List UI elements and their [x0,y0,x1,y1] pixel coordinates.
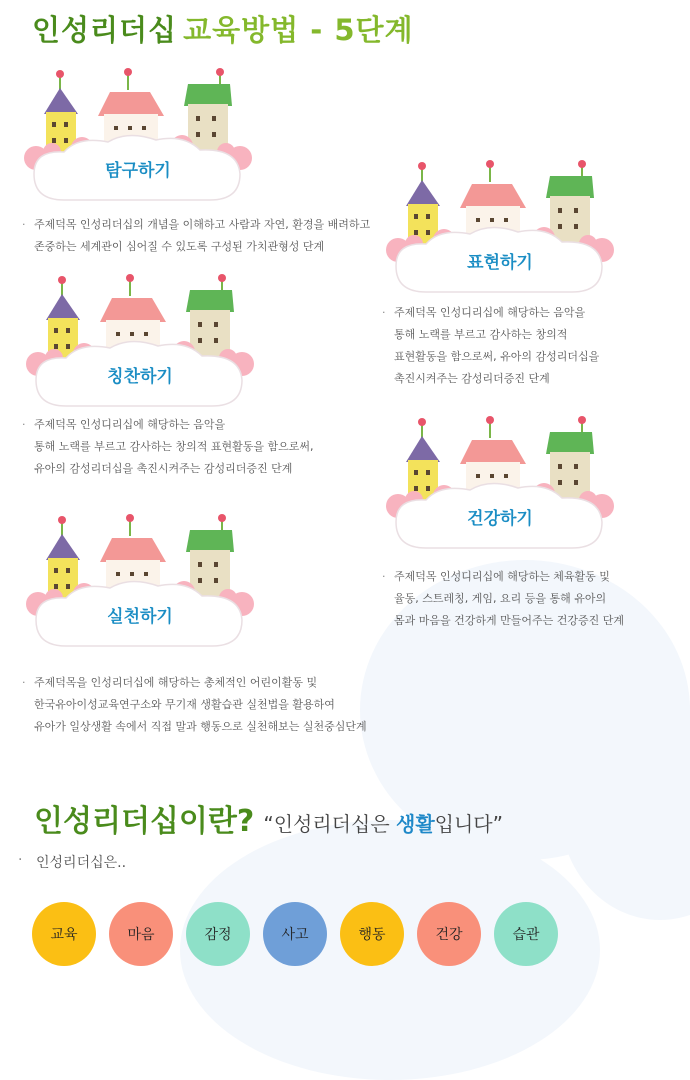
houses-illustration [20,272,260,417]
step-card-express [380,158,620,303]
description-line: 주제덕목을 인성리더십에 해당하는 총체적인 어린이활동 및 [34,676,318,689]
description-line: 율동, 스트레칭, 게임, 요리 등을 통해 유아의 [394,592,607,605]
description-line: 유아가 일상생활 속에서 직접 말과 행동으로 실천해보는 실천중심단계 [34,720,367,733]
keyword-circle: 감정 [186,902,250,966]
description-line: 몸과 마음을 건강하게 만들어주는 건강증진 단계 [394,614,625,627]
description-line: 주제덕목 인성디리십에 해당하는 음악을 [394,306,586,319]
keyword-circles [32,902,558,966]
section-intro [18,852,127,872]
section-quote [263,812,503,836]
page-title [32,8,414,49]
keyword-circle: 행동 [340,902,404,966]
houses-illustration [20,512,260,657]
description-line: 유아의 감성리더십을 촉진시켜주는 감성리더증진 단계 [34,462,293,475]
keyword-circle: 마음 [109,902,173,966]
description-line: 통해 노랙를 부르고 감사하는 창의적 표현활동을 함으로써, [34,440,314,453]
quote-highlight: 생활 [396,812,435,836]
description-line: 한국유아이성교육연구소와 무기재 생활습관 실천법을 활용하여 [34,698,335,711]
step-card-practice [20,512,260,657]
quote-open: “인성리더십은 [263,812,396,836]
page-title-sub: 교육방법 - 5단계 [183,13,414,47]
description-line: 통해 노랙를 부르고 감사하는 창의적 [394,328,568,341]
keyword-circle: 건강 [417,902,481,966]
houses-illustration [380,158,620,303]
bullet-dot: · [22,218,26,231]
quote-close: 입니다” [434,812,503,836]
keyword-circle: 사고 [263,902,327,966]
step-card-health [380,414,620,559]
step-description-explore [22,214,371,258]
section-heading [34,796,503,840]
page-title-main: 인성리더십 [32,13,178,47]
description-line: 표현활동을 함으로써, 유아의 감성리더십을 [394,350,600,363]
keyword-circle: 습관 [494,902,558,966]
step-card-explore [18,66,258,211]
intro-text: 인성리더십은.. [36,855,127,871]
description-line: 촉진시켜주는 감성리더증진 단계 [394,372,550,385]
step-description-practice [22,672,367,738]
step-label: 실천하기 [107,607,173,627]
description-line: 주제덕목 인성디리십에 해당하는 체육활동 및 [394,570,610,583]
bullet-dot: · [382,306,386,319]
step-description-praise [22,414,314,480]
description-line: 주제덕목 인성디리십에 해당하는 음악을 [34,418,226,431]
description-line: 주제덕목 인성리더십의 개념을 이해하고 사람과 자연, 환경을 배려하고 [34,218,371,231]
step-label: 탐구하기 [105,161,171,181]
step-label: 표현하기 [467,253,533,273]
step-label: 건강하기 [467,509,533,529]
description-line: 존중하는 세계관이 심어질 수 있도록 구성된 가치관형성 단계 [34,240,325,253]
houses-illustration [18,66,258,211]
step-card-praise [20,272,260,417]
keyword-circle: 교육 [32,902,96,966]
step-label: 칭찬하기 [107,367,173,387]
step-description-express [382,302,600,390]
bullet-dot: · [18,852,23,868]
section-heading-main: 인성리더십이란? [34,804,255,839]
houses-illustration [380,414,620,559]
bullet-dot: · [22,418,26,431]
step-description-health [382,566,625,632]
bullet-dot: · [382,570,386,583]
bullet-dot: · [22,676,26,689]
